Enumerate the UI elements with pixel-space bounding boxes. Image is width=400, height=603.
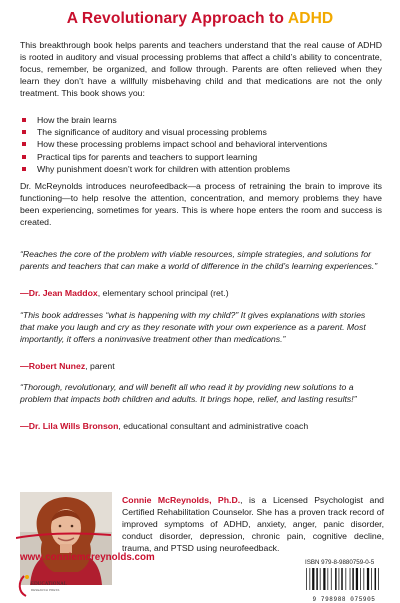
barcode-number: 9 798988 075905 [312, 596, 376, 603]
testimonial-attribution [20, 420, 382, 432]
publisher-logo [18, 572, 78, 598]
publisher-line1: EDUCATIONAL [31, 582, 68, 587]
testimonial-role: , elementary school principal (ret.) [97, 288, 229, 298]
author-bio-text: , is a Licensed Psychologist and Certified Rehabilitation Counselor. She has a proven track record of improved symptoms of ADHD, anxiety, anger, panic disorder, conduct disorder, depression, chronic pain, cognitive decline, trauma, and PTSD using neurofeedback. [122, 495, 384, 554]
author-bio [122, 494, 384, 554]
title-main: A Revolutionary Approach to [66, 10, 288, 27]
testimonial-author: —Dr. Lila Wills Bronson [20, 421, 119, 431]
bullet-square-icon [22, 130, 26, 134]
testimonial-quote: “Thorough, revolutionary, and will benefit all who read it by providing new solutions to a problem that impacts both children and adults. It brings hope, relief, and lasting results!” [20, 382, 357, 405]
website-link[interactable]: www.conniemcreynolds.com [20, 552, 155, 563]
neurofeedback-paragraph: Dr. McReynolds introduces neurofeedback—a process of retraining the brain to improve its functioning—to help resolve the attention, concentration, and memory problems they have been experiencing, sometimes for years. This is where hope enters the room and success is created. [20, 181, 382, 228]
benefits-list [20, 114, 382, 175]
intro-paragraph: This breakthrough book helps parents and teachers understand that the real cause of ADHD is rooted in auditory and visual processing problems that affect a child’s ability to concentrate, focus, remember, be organized, and follow through. Parents are often relieved when they learn they don’t have a willfully misbehaving child and that medications are not the only treatment. This book shows you: [20, 40, 382, 99]
testimonial-role: , educational consultant and administrative coach [118, 421, 309, 431]
testimonial-author: —Robert Nunez [20, 361, 86, 371]
bullet-square-icon [22, 167, 26, 171]
list-item [20, 126, 382, 138]
list-item-text: How the brain learns [37, 115, 117, 125]
decorative-swoosh [16, 529, 111, 539]
list-item-text: Practical tips for parents and teachers to support learning [37, 151, 258, 162]
barcode-bars [305, 568, 383, 590]
title-adhd: ADHD [287, 10, 334, 27]
testimonial-quote: “Reaches the core of the problem with viable resources, simple strategies, and solutions for parents and teachers that can make a world of difference in the child’s learning experiences.” [20, 249, 378, 272]
author-name: Connie McReynolds, Ph.D. [122, 495, 241, 505]
bullet-square-icon [22, 155, 26, 159]
list-item [20, 138, 382, 150]
testimonial-author: —Dr. Jean Maddox [20, 288, 98, 298]
testimonial-quote: “This book addresses “what is happening with my child?” It gives explanations with stories that make you laugh and cry as they resonate with your own experience as a parent. Most importantly, it offers a noninvasive treatment other than medications.” [20, 310, 366, 345]
bullet-square-icon [22, 142, 26, 146]
list-item-text: How these processing problems impact school and behavioral interventions [37, 139, 328, 150]
list-item [20, 163, 382, 175]
testimonial-attribution [20, 360, 382, 372]
list-item [20, 114, 382, 126]
list-item-text: The significance of auditory and visual processing problems [37, 127, 267, 138]
list-item [20, 151, 382, 163]
list-item-text: Why punishment doesn’t work for children with attention problems [37, 163, 291, 174]
isbn-number: ISBN 979-8-9880759-0-5 [305, 559, 375, 566]
publisher-line2: RESEARCH PRESS [31, 588, 60, 592]
barcode [305, 568, 383, 603]
testimonial-attribution [20, 287, 382, 299]
bullet-square-icon [22, 118, 26, 122]
page-title [0, 10, 400, 28]
testimonial-role: , parent [85, 361, 115, 371]
